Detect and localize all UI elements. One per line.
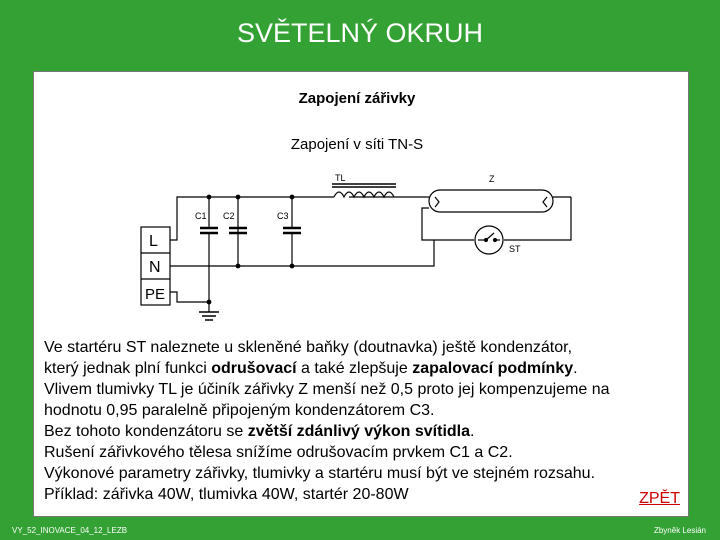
fluorescent-tube-z bbox=[422, 190, 571, 240]
capacitor-c3-label: C3 bbox=[277, 211, 289, 221]
text-line: který jednak plní funkci odrušovací a také zlepšuje zapalovací podmínky. bbox=[44, 360, 578, 377]
content-panel bbox=[33, 71, 689, 517]
emphasis: zapalovací podmínky bbox=[412, 360, 574, 377]
text-line: Rušení zářivkového tělesa snížíme odrušovacím prvkem C1 a C2. bbox=[44, 444, 513, 461]
footer-author: Zbyněk Lesián bbox=[653, 526, 706, 535]
starter-st bbox=[475, 226, 503, 254]
terminal-n-label: N bbox=[149, 259, 161, 276]
terminal-l-label: L bbox=[149, 233, 158, 250]
capacitor-c2-label: C2 bbox=[223, 211, 235, 221]
footer-code: VY_52_INOVACE_04_12_LEZB bbox=[12, 526, 128, 535]
capacitor-c1-label: C1 bbox=[195, 211, 207, 221]
text-line: Výkonové parametry zářivky, tlumivky a startéru musí být ve stejném rozsahu. bbox=[44, 465, 596, 482]
emphasis: odrušovací bbox=[211, 360, 297, 377]
text-line: Příklad: zářivka 40W, tlumivka 40W, startér 20-80W bbox=[44, 486, 409, 503]
text-line: Ve startéru ST naleznete u skleněné baňky (doutnavka) ještě kondenzátor, bbox=[44, 339, 573, 356]
text-line: Vlivem tlumivky TL je účiník zářivky Z menší než 0,5 proto jej kompenzujeme na bbox=[44, 381, 610, 398]
starter-st-label: ST bbox=[509, 244, 521, 254]
text-line: hodnotu 0,95 paralelně připojeným kondenzátorem C3. bbox=[44, 402, 435, 419]
emphasis: zvětší zdánlivý výkon svítidla bbox=[247, 423, 471, 440]
text-line: Bez tohoto kondenzátoru se zvětší zdánlivý výkon svítidla. bbox=[44, 423, 475, 440]
diagram-heading: Zapojení zářivky bbox=[298, 90, 416, 107]
wire-pe bbox=[170, 292, 219, 320]
back-link[interactable]: ZPĚT bbox=[639, 490, 680, 507]
description-text bbox=[44, 337, 684, 505]
tube-z-label: Z bbox=[489, 174, 495, 184]
diagram-subheading: Zapojení v síti TN-S bbox=[290, 136, 424, 153]
slide-title: SVĚTELNÝ OKRUH bbox=[236, 18, 484, 48]
wire-n bbox=[170, 240, 434, 266]
capacitor-c2 bbox=[229, 195, 247, 268]
circuit-diagram bbox=[34, 72, 690, 332]
terminal-pe-label: PE bbox=[145, 286, 166, 303]
inductor-tl bbox=[334, 192, 394, 197]
capacitor-c3 bbox=[283, 195, 301, 268]
inductor-tl-label: TL bbox=[335, 173, 346, 183]
